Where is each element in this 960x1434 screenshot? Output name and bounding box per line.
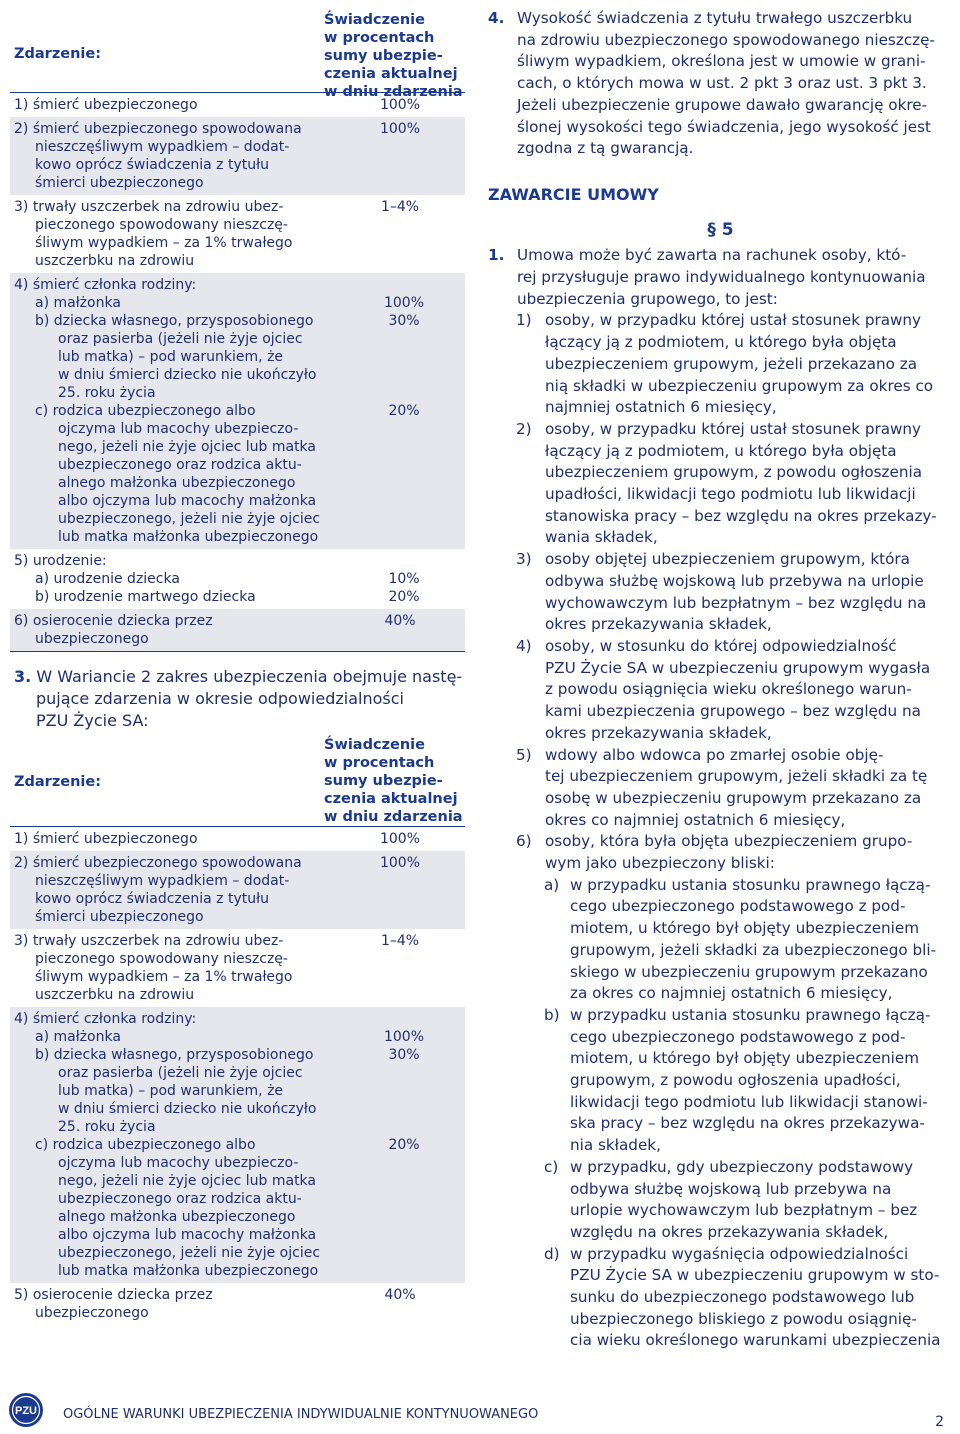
paragraph-1: 1. Umowa może być zawarta na rachunek osoby, któ- rej przysługuje prawo indywidualnego kontynuowania ubezpieczenia grupowego, to jest: xyxy=(488,246,926,308)
section-heading: ZAWARCIE UMOWY xyxy=(488,184,659,204)
list-item: 3) osoby objętej ubezpieczeniem grupowym, która odbywa służbę wojskową lub przebywa na urlopie wychowawczym lub bezpłatnym – bez względu na okres przekazywania składek, xyxy=(516,550,927,634)
page-number: 2 xyxy=(935,1414,944,1430)
list-item: 4) osoby, w stosunku do której odpowiedzialność PZU Życie SA w ubezpieczeniu grupowym wygasła z powodu osiągnięcia wieku określonego warun- kami ubezpieczenia grupowego – bez względu na okres przekazywania składek, xyxy=(516,636,931,742)
table1-row-5: 5) urodzenie: a) urodzenie dziecka 10% b) urodzenie martwego dziecka 20% xyxy=(14,553,420,605)
sub-list-item: c) w przypadku, gdy ubezpieczony podstawowy odbywa służbę wojskową lub przebywa na urlopie wychowawczym lub bezpłatnym – bez względu na okres przekazywania składek, xyxy=(544,1157,918,1241)
paragraph-sign: § 5 xyxy=(707,219,734,240)
svg-text:PZU: PZU xyxy=(15,1405,37,1417)
list-item: 2) osoby, w przypadku której ustał stosunek prawny łączący ją z podmiotem, u którego była objęta ubezpieczeniem grupowym, z powodu ogłoszenia upadłości, likwidacji tego podmiotu lub likwidacji stanowiska pracy – bez względu na okres przekazy- wania składek, xyxy=(516,419,937,547)
table2-row-1: 1) śmierć ubezpieczonego 100% xyxy=(14,831,421,847)
sub-list-item: d) w przypadku wygaśnięcia odpowiedzialności PZU Życie SA w ubezpieczeniu grupowym w sto- sunku do ubezpieczonego podstawowego lub ubezpieczonego bliskiego z powodu osiągnię- cia wieku określonego warunkami ubezpieczenia xyxy=(544,1244,941,1350)
table1-row-4: 4) śmierć członka rodziny: a) małżonka 100% b) dziecka własnego, przysposobionego 30% oraz pasierba (jeżeli nie żyje ojciec lub matka) – pod warunkiem, że w dniu śmierci dziecko nie ukończyło 25. roku życia c) rodzica ubezpieczonego albo 20% ojczyma lub macochy ubezpieczo- nego, jeżeli nie żyje ojciec lub matka ubezpieczonego oraz rodzica aktu- alnego małżonka ubezpieczonego albo ojczyma lub macochy małżonka ubezpieczonego, jeżeli nie żyje ojciec lub matka małżonka ubezpieczonego xyxy=(10,273,465,549)
table2-benefit-header: Świadczenie w procentach sumy ubezpie- czenia aktualnej w dniu zdarzenia xyxy=(324,737,463,825)
table2-row-5: 5) osierocenie dziecka przez ubezpieczonego 40% xyxy=(14,1287,416,1321)
right-column xyxy=(488,8,953,1352)
table2-row-2: 2) śmierć ubezpieczonego spowodowana nieszczęśliwym wypadkiem – dodat- kowo oprócz świadczenia z tytułu śmierci ubezpieczonego 100% xyxy=(10,851,465,929)
table1-benefit-header: Świadczenie w procentach sumy ubezpie- czenia aktualnej w dniu zdarzenia xyxy=(324,12,463,100)
table1-header xyxy=(10,0,465,100)
paragraph-4: 4. Wysokość świadczenia z tytułu trwałego uszczerbku na zdrowiu ubezpieczonego spowodowanego nieszczę- śliwym wypadkiem, określona jest w umowie w grani- cach, o których mowa w ust. 2 pkt 3 oraz ust. 3 pkt 3. Jeżeli ubezpieczenie grupowe dawało gwarancję okre- ślonej wysokości tego świadczenia, jego wysokość jest zgodna z tą gwarancją. xyxy=(488,9,935,158)
list-item: 6) osoby, która była objęta ubezpieczeniem grupo- wym jako ubezpieczony bliski: xyxy=(516,832,913,873)
table1-row-1: 1) śmierć ubezpieczonego 100% xyxy=(14,97,421,113)
table1-bottom-rule xyxy=(10,651,465,652)
table1-row-2: 2) śmierć ubezpieczonego spowodowana nieszczęśliwym wypadkiem – dodat- kowo oprócz świadczenia z tytułu śmierci ubezpieczonego 100% xyxy=(10,117,465,195)
footer-title: OGÓLNE WARUNKI UBEZPIECZENIA INDYWIDUALNIE KONTYNUOWANEGO xyxy=(63,1407,539,1422)
list-item: 5) wdowy albo wdowca po zmarłej osobie obję- tej ubezpieczeniem grupowym, jeżeli składki za tę osobę w ubezpieczeniu grupowym przekazano za okres co najmniej ostatnich 6 miesięcy, xyxy=(516,745,928,829)
table1-row-3: 3) trwały uszczerbek na zdrowiu ubez- pieczonego spowodowany nieszczę- śliwym wypadkiem – za 1% trwałego uszczerbku na zdrowiu 1–4% xyxy=(14,199,420,269)
table2-row-3: 3) trwały uszczerbek na zdrowiu ubez- pieczonego spowodowany nieszczę- śliwym wypadkiem – za 1% trwałego uszczerbku na zdrowiu 1–4% xyxy=(14,933,420,1003)
table2-header xyxy=(10,734,465,826)
left-column xyxy=(10,0,465,1325)
sub-list-item: b) w przypadku ustania stosunku prawnego łączą- cego ubezpieczonego podstawowego z pod- miotem, u którego był objęty ubezpieczeniem grupowym, z powodu ogłoszenia upadłości, likwidacji tego podmiotu lub likwidacji stanowi- ska pracy – bez względu na okres przekazywa- nia składek, xyxy=(544,1005,931,1155)
pzu-logo-icon xyxy=(8,1392,44,1428)
table1-row-6: 6) osierocenie dziecka przez ubezpieczonego 40% xyxy=(10,609,465,651)
section-3: 3. W Wariancie 2 zakres ubezpieczenia obejmuje nastę- pujące zdarzenia w okresie odpowiedzialności PZU Życie SA: xyxy=(14,667,463,730)
table1-event-header: Zdarzenie: xyxy=(14,46,102,62)
page-footer xyxy=(0,1390,960,1434)
sub-list-item: a) w przypadku ustania stosunku prawnego łączą- cego ubezpieczonego podstawowego z pod- miotem, u którego był objęty ubezpieczeniem grupowym, jeżeli składki za ubezpieczonego bli- skiego w ubezpieczeniu grupowym przekazano za okres co najmniej ostatnich 6 miesięcy, xyxy=(544,875,937,1003)
table2-event-header: Zdarzenie: xyxy=(14,774,102,790)
table2-row-4: 4) śmierć członka rodziny: a) małżonka 100% b) dziecka własnego, przysposobionego 30% oraz pasierba (jeżeli nie żyje ojciec lub matka) – pod warunkiem, że w dniu śmierci dziecko nie ukończyło 25. roku życia c) rodzica ubezpieczonego albo 20% ojczyma lub macochy ubezpieczo- nego, jeżeli nie żyje ojciec lub matka ubezpieczonego oraz rodzica aktu- alnego małżonka ubezpieczonego albo ojczyma lub macochy małżonka ubezpieczonego, jeżeli nie żyje ojciec lub matka małżonka ubezpieczonego xyxy=(10,1007,465,1283)
list-item: 1) osoby, w przypadku której ustał stosunek prawny łączący ją z podmiotem, u którego była objęta ubezpieczeniem grupowym, jeżeli przekazano za nią składki w ubezpieczeniu grupowym za okres co najmniej ostatnich 6 miesięcy, xyxy=(516,311,934,417)
